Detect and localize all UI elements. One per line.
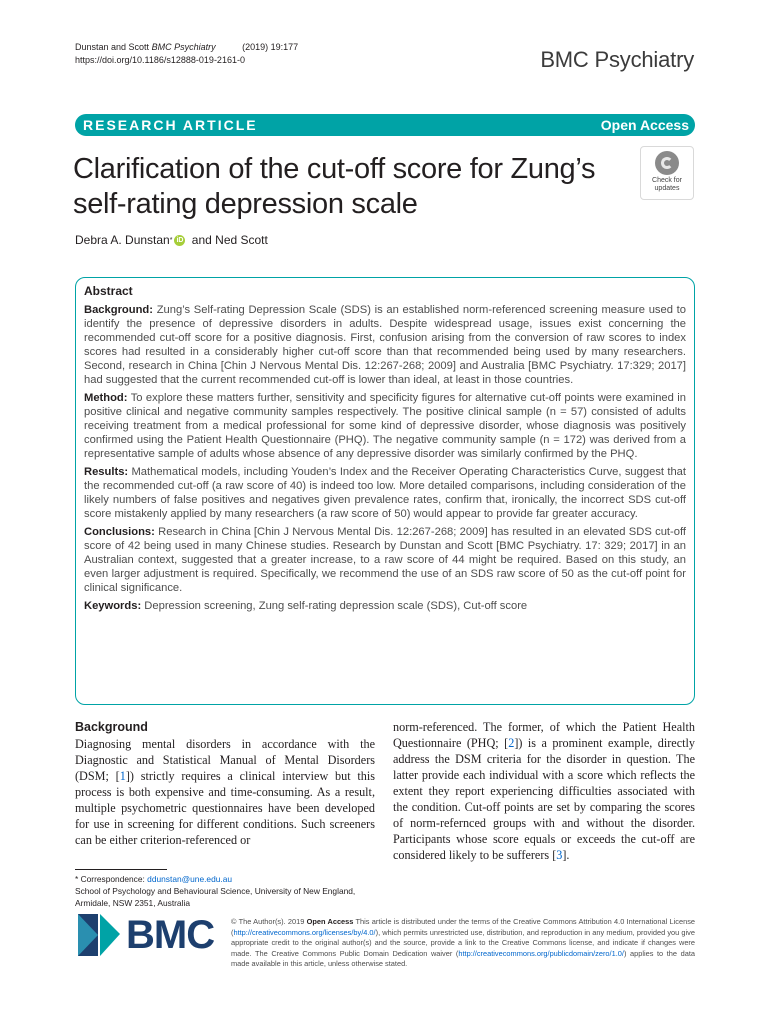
check-updates-line1: Check for	[652, 177, 682, 184]
author-list	[75, 233, 268, 247]
check-updates-line2: updates	[654, 185, 680, 192]
abstract-keywords: Keywords: Depression screening, Zung self-rating depression scale (SDS), Cut-off score	[84, 600, 528, 612]
check-for-updates-button[interactable]	[640, 146, 694, 200]
abstract-method: Method: To explore these matters further, sensitivity and specificity figures for alternative cut-off points were examined in positive clinical and negative community samples respectively. The positive clinical sample (n = 57) consisted of adults receiving treatment from a medical professional for some kind of depressive disorder, whose diagnosis was positively confirmed using the Patient Health Questionnaire (PHQ). The negative community sample (n = 172) was derived from a representative sample of adults whose absence of any depressive disorder was similarly confirmed by the PHQ.	[84, 392, 686, 460]
body-right-column: norm-referenced. The former, of which the Patient Health Questionnaire (PHQ; [2]) is a prominent example, directly address the DSM criteria for the disorder in question. The latter provide each individual with a score which reflects the extent they report experiencing difficulties associated with the condition. Cut-off points are set by comparing the scores of norm-refernced groups with and without the disorder. Participants whose score equals or exceeds the cut-off are considered likely to be sufferers [3].	[393, 720, 695, 862]
article-type-label: RESEARCH ARTICLE	[83, 117, 258, 133]
citation-header	[75, 41, 298, 67]
header-authors: Dunstan and Scott	[75, 42, 150, 52]
check-updates-icon	[655, 151, 679, 175]
bmc-logo	[78, 913, 218, 957]
affiliation: School of Psychology and Behavioural Science, University of New England, Armidale, NSW 2351, Australia	[75, 886, 356, 908]
article-title: Clarification of the cut-off score for Zung’s self-rating depression scale	[73, 153, 596, 220]
author-rest: and Ned Scott	[188, 233, 268, 247]
header-year-volume: (2019) 19:177	[242, 42, 299, 52]
abstract-conclusions: Conclusions: Research in China [Chin J Nervous Mental Dis. 12:267-268; 2009] has resulted in an elevated SDS cut-off score of 42 being used in many Chinese studies. Research by Dunstan and Scott [BMC Psychiatry. 17: 329; 2017] in an Australian context, suggested that a greater increase, to a raw score of 44 might be required. Based on this study, an even larger adjustment is required. Specifically, we recommend the use of an SDS raw score of 50 as the cut-off point for clinical significance.	[84, 526, 686, 594]
header-journal: BMC Psychiatry	[151, 42, 216, 52]
body-left-column: Background Diagnosing mental disorders in accordance with the Diagnostic and Statistical Manual of Mental Disorders (DSM; [1]) strictly requires a clinical interview but this process is both expensive and time-consuming. As a result, multiple psychometric questionnaires have been developed for use in screening for different conditions. Such screeners can be either criterion-referenced or	[75, 720, 375, 847]
footnote-divider	[75, 869, 167, 870]
correspondence-note: * Correspondence: ddunstan@une.edu.au School of Psychology and Behavioural Science, University of New England, Armidale, NSW 2351, Australia	[75, 869, 375, 909]
article-type-banner	[75, 114, 695, 136]
bmc-wordmark: BMC	[126, 912, 215, 957]
license-link-zero[interactable]: http://creativecommons.org/publicdomain/zero/1.0/	[458, 948, 624, 958]
header-doi[interactable]: https://doi.org/10.1186/s12888-019-2161-0	[75, 55, 245, 65]
open-access-label: Open Access	[600, 117, 689, 133]
citation-link-1[interactable]: 1	[119, 769, 126, 783]
abstract-heading: Abstract	[84, 284, 133, 298]
correspondence-email[interactable]: ddunstan@une.edu.au	[147, 874, 233, 884]
abstract-results: Results: Mathematical models, including Youden’s Index and the Receiver Operating Characteristics Curve, suggest that the recommended cut-off (a raw score of 40) is indeed too low. More detailed comparisons, including consideration of the likely numbers of false positives and negatives given prevalence rates, confirm that, ironically, the incorrect SDS cut-off score mistakenly applied by many researchers (a raw score of 50) would appear to provide far greater accuracy.	[84, 466, 686, 520]
bmc-mark-icon	[78, 914, 120, 956]
citation-link-3[interactable]: 3	[556, 848, 563, 862]
journal-logo: BMC Psychiatry	[540, 47, 694, 72]
orcid-icon[interactable]: iD	[176, 236, 184, 244]
author-first[interactable]: Debra A. Dunstan	[75, 233, 170, 247]
abstract-background: Background: Zung’s Self-rating Depression Scale (SDS) is an established norm-referenced screening measure used to identify the presence of depressive disorders in adults. Despite widespread usage, issues exist concerning the recommended cut-off score for a positive diagnosis. First, confusion arising from the conversion of raw scores to index scores had resulted in a considerably higher cut-off score than that recommended being used by many researchers. Second, research in China [Chin J Nervous Mental Dis. 12:267-268; 2009] and Australia [BMC Psychiatry. 17:329; 2017] had suggested that the current recommended cut-off is lower than ideal, at least in those countries.	[84, 304, 686, 386]
license-statement: © The Author(s). 2019 Open Access This article is distributed under the terms of the Creative Commons Attribution 4.0 International License (http://creativecommons.org/licenses/by/4.0/), which permits unrestricted use, distribution, and reproduction in any medium, provided you give appropriate credit to the original author(s) and the source, provide a link to the Creative Commons license, and indicate if changes were made. The Creative Commons Public Domain Dedication waiver (http://creativecommons.org/publicdomain/zero/1.0/) applies to the data made available in this article, unless otherwise stated.	[231, 917, 695, 968]
license-link-by[interactable]: http://creativecommons.org/licenses/by/4.0/	[233, 927, 376, 937]
corresponding-mark: *	[169, 236, 173, 244]
citation-link-2[interactable]: 2	[508, 736, 515, 750]
section-heading-background: Background	[75, 720, 148, 734]
abstract-box	[75, 277, 695, 705]
